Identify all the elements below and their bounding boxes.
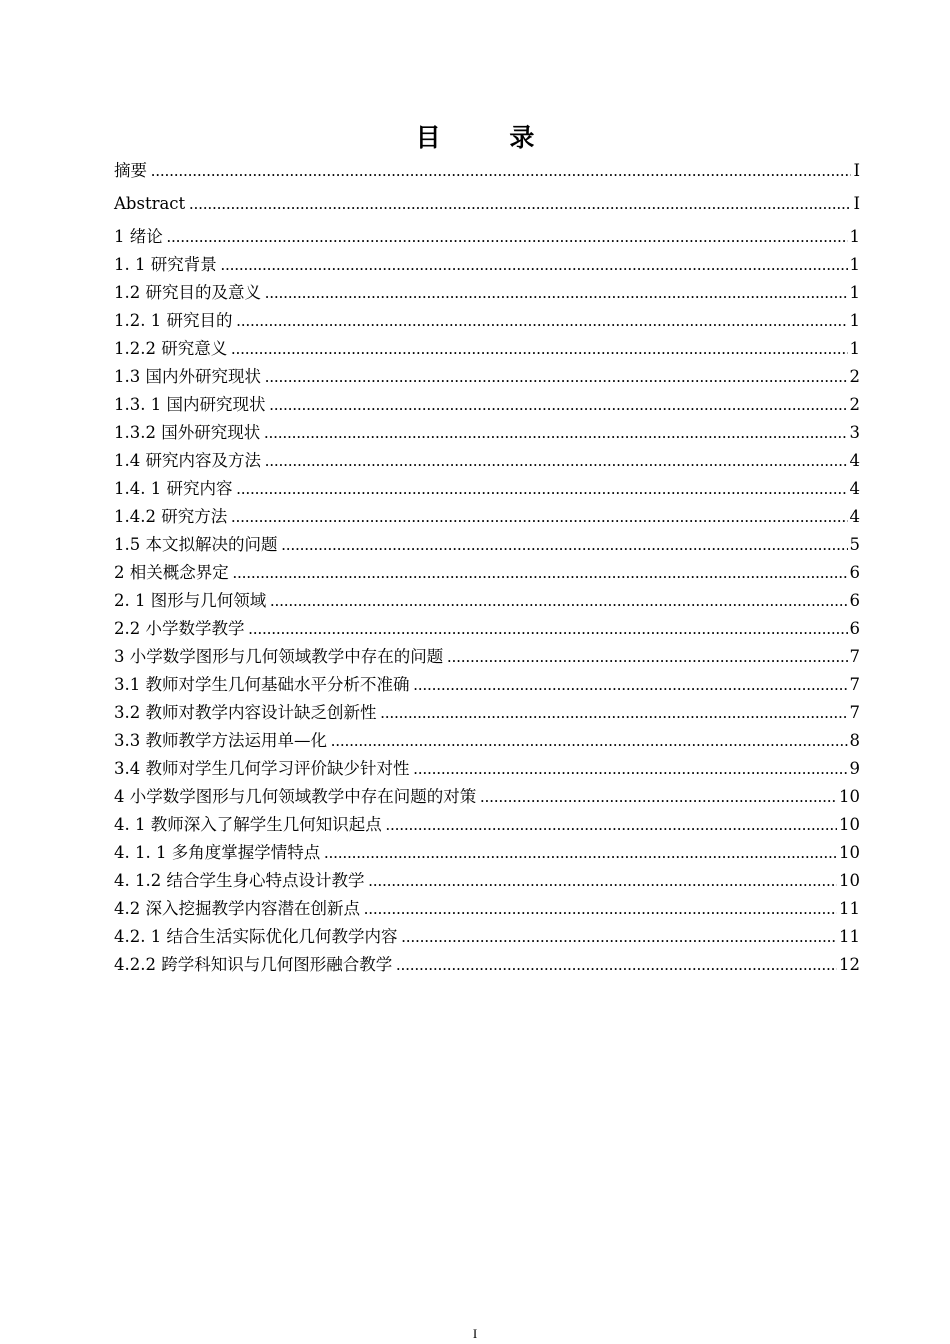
toc-entry-page: 10 bbox=[839, 843, 860, 862]
toc-entry-page: 10 bbox=[839, 815, 860, 834]
toc-dot-leader bbox=[480, 783, 837, 811]
toc-entry[interactable] bbox=[114, 475, 860, 503]
toc-entry[interactable] bbox=[114, 755, 860, 783]
toc-entry[interactable] bbox=[114, 839, 860, 867]
toc-entry[interactable] bbox=[114, 923, 860, 951]
toc-dot-leader bbox=[265, 447, 848, 475]
toc-dot-leader bbox=[414, 755, 848, 783]
toc-dot-leader bbox=[324, 839, 837, 867]
toc-entry-page: 6 bbox=[849, 591, 860, 610]
toc-dot-leader bbox=[269, 391, 847, 419]
toc-entry-page: 11 bbox=[839, 899, 860, 918]
toc-dot-leader bbox=[270, 587, 847, 615]
toc-entry-page: 9 bbox=[849, 759, 860, 778]
toc-dot-leader bbox=[221, 251, 848, 279]
toc-entry-label: 2.2 小学数学教学 bbox=[114, 619, 245, 638]
toc-entry-page: 1 bbox=[849, 283, 860, 302]
toc-entry-page: 7 bbox=[849, 675, 860, 694]
toc-entry[interactable] bbox=[114, 727, 860, 755]
toc-dot-leader bbox=[265, 279, 848, 307]
toc-entry-page: 4 bbox=[849, 451, 860, 470]
toc-entry-label: 4. 1. 1 多角度掌握学情特点 bbox=[114, 843, 321, 862]
toc-entry-label: 1 绪论 bbox=[114, 227, 163, 246]
toc-entry-label: 3.4 教师对学生几何学习评价缺少针对性 bbox=[114, 759, 410, 778]
toc-dot-leader bbox=[282, 531, 848, 559]
toc-entry[interactable] bbox=[114, 419, 860, 447]
toc-entry-page: I bbox=[853, 161, 860, 180]
toc-entry-page: 1 bbox=[849, 255, 860, 274]
toc-entry-page: 10 bbox=[839, 871, 860, 890]
toc-entry[interactable] bbox=[114, 951, 860, 979]
toc-title: 目 录 bbox=[415, 123, 565, 152]
toc-dot-leader bbox=[401, 923, 837, 951]
toc-dot-leader bbox=[414, 671, 848, 699]
toc-entry[interactable] bbox=[114, 190, 860, 223]
toc-entry-page: 5 bbox=[849, 535, 860, 554]
toc-entry-label: 3.2 教师对教学内容设计缺乏创新性 bbox=[114, 703, 377, 722]
toc-entry-page: 4 bbox=[849, 479, 860, 498]
toc-entry-page: 3 bbox=[849, 423, 860, 442]
toc-entry[interactable] bbox=[114, 587, 860, 615]
toc-dot-leader bbox=[368, 867, 837, 895]
toc-entry-label: 摘要 bbox=[114, 161, 147, 180]
toc-entry-page: 6 bbox=[849, 619, 860, 638]
toc-entry-label: 4.2.2 跨学科知识与几何图形融合教学 bbox=[114, 955, 393, 974]
toc-dot-leader bbox=[386, 811, 837, 839]
toc-entry-label: 4 小学数学图形与几何领域教学中存在问题的对策 bbox=[114, 787, 477, 806]
toc-entry-label: 2 相关概念界定 bbox=[114, 563, 229, 582]
page-number-footer: I bbox=[472, 1326, 478, 1341]
toc-entry-page: 7 bbox=[849, 703, 860, 722]
toc-entry-page: 1 bbox=[849, 339, 860, 358]
toc-entry[interactable] bbox=[114, 363, 860, 391]
toc-entry[interactable] bbox=[114, 699, 860, 727]
toc-entry[interactable] bbox=[114, 251, 860, 279]
toc-dot-leader bbox=[364, 895, 837, 923]
table-of-contents bbox=[114, 157, 860, 979]
toc-dot-leader bbox=[167, 223, 848, 251]
toc-entry[interactable] bbox=[114, 391, 860, 419]
toc-entry-label: 3 小学数学图形与几何领域教学中存在的问题 bbox=[114, 647, 444, 666]
toc-entry-page: I bbox=[853, 194, 860, 213]
toc-dot-leader bbox=[231, 503, 847, 531]
toc-entry-page: 2 bbox=[849, 395, 860, 414]
toc-entry-label: 2. 1 图形与几何领域 bbox=[114, 591, 267, 610]
toc-entry-page: 12 bbox=[839, 955, 860, 974]
toc-entry[interactable] bbox=[114, 279, 860, 307]
toc-entry[interactable] bbox=[114, 895, 860, 923]
toc-entry[interactable] bbox=[114, 783, 860, 811]
toc-entry-label: 1.4.2 研究方法 bbox=[114, 507, 228, 526]
toc-entry-label: 3.3 教师教学方法运用单—化 bbox=[114, 731, 327, 750]
toc-dot-leader bbox=[381, 699, 848, 727]
toc-dot-leader bbox=[236, 475, 847, 503]
toc-dot-leader bbox=[447, 643, 847, 671]
toc-dot-leader bbox=[265, 363, 848, 391]
toc-entry-label: 1.3. 1 国内研究现状 bbox=[114, 395, 266, 414]
toc-entry-page: 7 bbox=[849, 647, 860, 666]
toc-entry-page: 10 bbox=[839, 787, 860, 806]
toc-entry-label: 1.2 研究目的及意义 bbox=[114, 283, 261, 302]
toc-entry-page: 2 bbox=[849, 367, 860, 386]
toc-dot-leader bbox=[236, 307, 847, 335]
toc-entry[interactable] bbox=[114, 643, 860, 671]
toc-dot-leader bbox=[189, 190, 851, 218]
toc-entry-label: Abstract bbox=[114, 194, 186, 213]
toc-entry[interactable] bbox=[114, 307, 860, 335]
toc-dot-leader bbox=[331, 727, 848, 755]
toc-dot-leader bbox=[233, 559, 848, 587]
toc-entry-label: 4. 1 教师深入了解学生几何知识起点 bbox=[114, 815, 382, 834]
toc-entry-label: 1.5 本文拟解决的问题 bbox=[114, 535, 278, 554]
toc-entry[interactable] bbox=[114, 867, 860, 895]
toc-dot-leader bbox=[151, 157, 851, 185]
toc-entry-label: 1.2. 1 研究目的 bbox=[114, 311, 233, 330]
toc-entry-page: 11 bbox=[839, 927, 860, 946]
toc-entry-label: 4.2. 1 结合生活实际优化几何教学内容 bbox=[114, 927, 398, 946]
toc-entry[interactable] bbox=[114, 223, 860, 251]
toc-entry-label: 3.1 教师对学生几何基础水平分析不准确 bbox=[114, 675, 410, 694]
toc-dot-leader bbox=[231, 335, 847, 363]
toc-dot-leader bbox=[396, 951, 837, 979]
toc-entry-label: 1.2.2 研究意义 bbox=[114, 339, 228, 358]
toc-entry-label: 1. 1 研究背景 bbox=[114, 255, 217, 274]
toc-entry-label: 1.4. 1 研究内容 bbox=[114, 479, 233, 498]
toc-dot-leader bbox=[264, 419, 847, 447]
toc-entry-label: 1.3.2 国外研究现状 bbox=[114, 423, 261, 442]
toc-entry[interactable] bbox=[114, 531, 860, 559]
toc-entry[interactable] bbox=[114, 447, 860, 475]
toc-entry-label: 4.2 深入挖掘教学内容潜在创新点 bbox=[114, 899, 360, 918]
toc-entry[interactable] bbox=[114, 157, 860, 190]
toc-entry-page: 8 bbox=[849, 731, 860, 750]
toc-entry[interactable] bbox=[114, 615, 860, 643]
toc-entry-page: 4 bbox=[849, 507, 860, 526]
toc-dot-leader bbox=[249, 615, 848, 643]
toc-entry[interactable] bbox=[114, 811, 860, 839]
toc-entry-label: 1.3 国内外研究现状 bbox=[114, 367, 261, 386]
toc-entry[interactable] bbox=[114, 335, 860, 363]
toc-entry-label: 1.4 研究内容及方法 bbox=[114, 451, 261, 470]
toc-entry-page: 1 bbox=[849, 227, 860, 246]
toc-entry-label: 4. 1.2 结合学生身心特点设计教学 bbox=[114, 871, 365, 890]
toc-entry[interactable] bbox=[114, 559, 860, 587]
toc-entry[interactable] bbox=[114, 671, 860, 699]
toc-entry-page: 1 bbox=[849, 311, 860, 330]
toc-entry[interactable] bbox=[114, 503, 860, 531]
toc-entry-page: 6 bbox=[849, 563, 860, 582]
